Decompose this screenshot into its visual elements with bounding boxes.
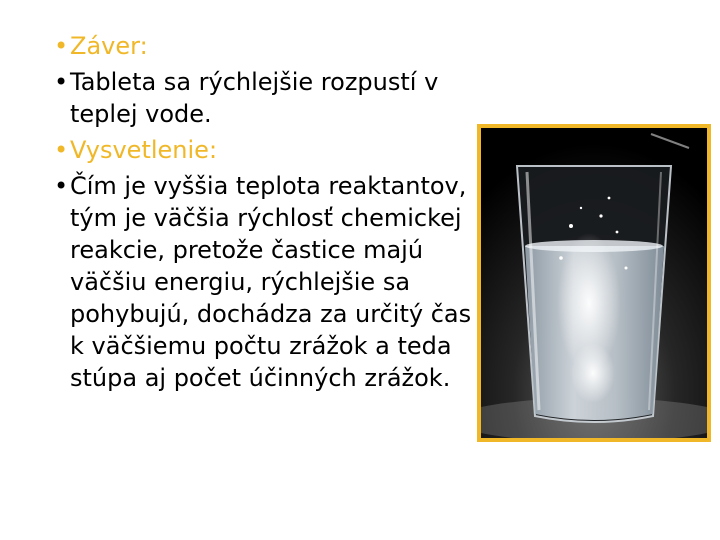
conclusion-text: • Tableta sa rýchlejšie rozpustí v teplej vode. [54, 66, 474, 130]
bullet-list [54, 30, 474, 398]
conclusion-heading: • Záver: [54, 30, 474, 62]
explanation-heading: • Vysvetlenie: [54, 134, 474, 166]
explanation-text: • Čím je vyššia teplota reaktantov, tým je väčšia rýchlosť chemickej reakcie, pretože častice majú väčšiu energiu, rýchlejšie sa pohybujú, dochádza za určitý čas k väčšiemu počtu zrážok a teda stúpa aj počet účinných zrážok. [54, 170, 474, 394]
glass-photo [477, 124, 711, 442]
glass-of-water-icon [481, 128, 707, 438]
